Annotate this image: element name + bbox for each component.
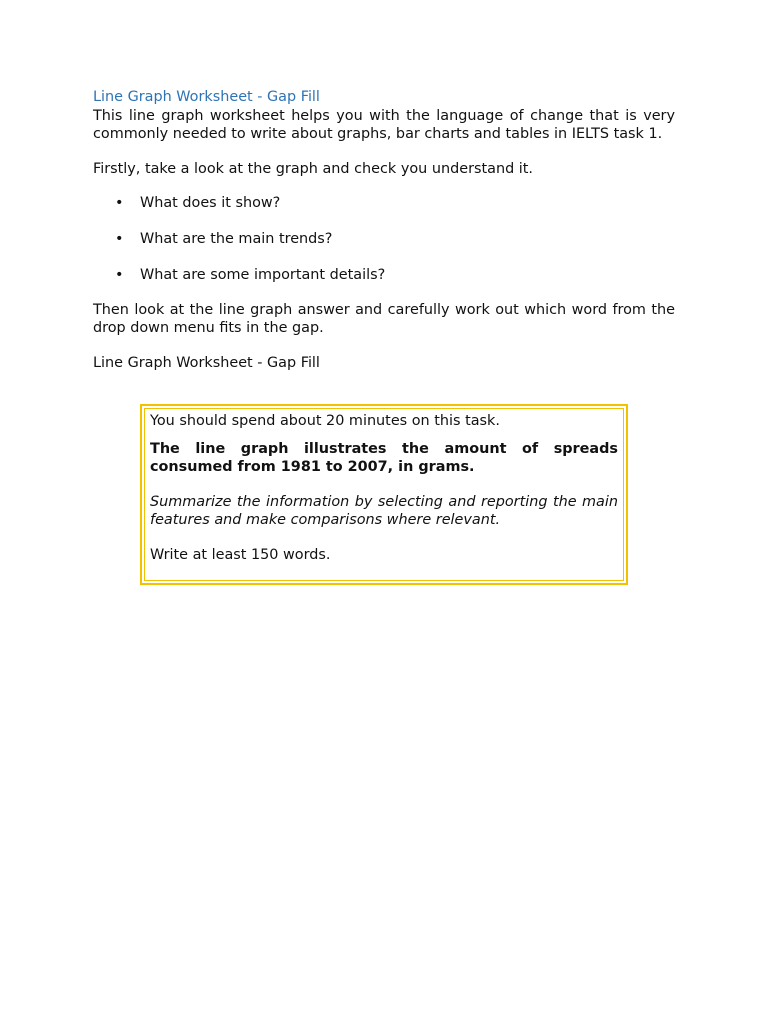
list-item <box>93 230 675 249</box>
task-word-count-text: Write at least 150 words. <box>150 546 331 563</box>
question-text: What are the main trends? <box>140 231 333 247</box>
task-time-text: You should spend about 20 minutes on this task. <box>150 413 500 429</box>
task-prompt-text: The line graph illustrates the amount of spreads consumed from 1981 to 2007, in grams. <box>150 440 618 475</box>
worksheet-heading: Line Graph Worksheet - Gap Fill <box>93 89 320 105</box>
bullet-icon: • <box>115 267 124 283</box>
then-paragraph: Then look at the line graph answer and carefully work out which word from the drop down menu fits in the gap. <box>93 301 675 336</box>
question-list <box>93 194 675 285</box>
bullet-icon: • <box>115 195 124 211</box>
worksheet-content <box>93 88 675 372</box>
intro-paragraph: This line graph worksheet helps you with the language of change that is very commonly needed to write about graphs, bar charts and tables in IELTS task 1. <box>93 107 675 142</box>
task-box-inner <box>144 408 624 581</box>
bullet-icon: • <box>115 231 124 247</box>
list-item <box>93 266 675 285</box>
question-text: What does it show? <box>140 195 281 211</box>
list-item <box>93 194 675 213</box>
subheading: Line Graph Worksheet - Gap Fill <box>93 354 320 371</box>
task-instruction-text: Summarize the information by selecting and reporting the main features and make comparisons where relevant. <box>150 493 618 528</box>
task-box <box>140 404 628 585</box>
question-text: What are some important details? <box>140 267 386 283</box>
firstly-paragraph: Firstly, take a look at the graph and check you understand it. <box>93 160 534 177</box>
